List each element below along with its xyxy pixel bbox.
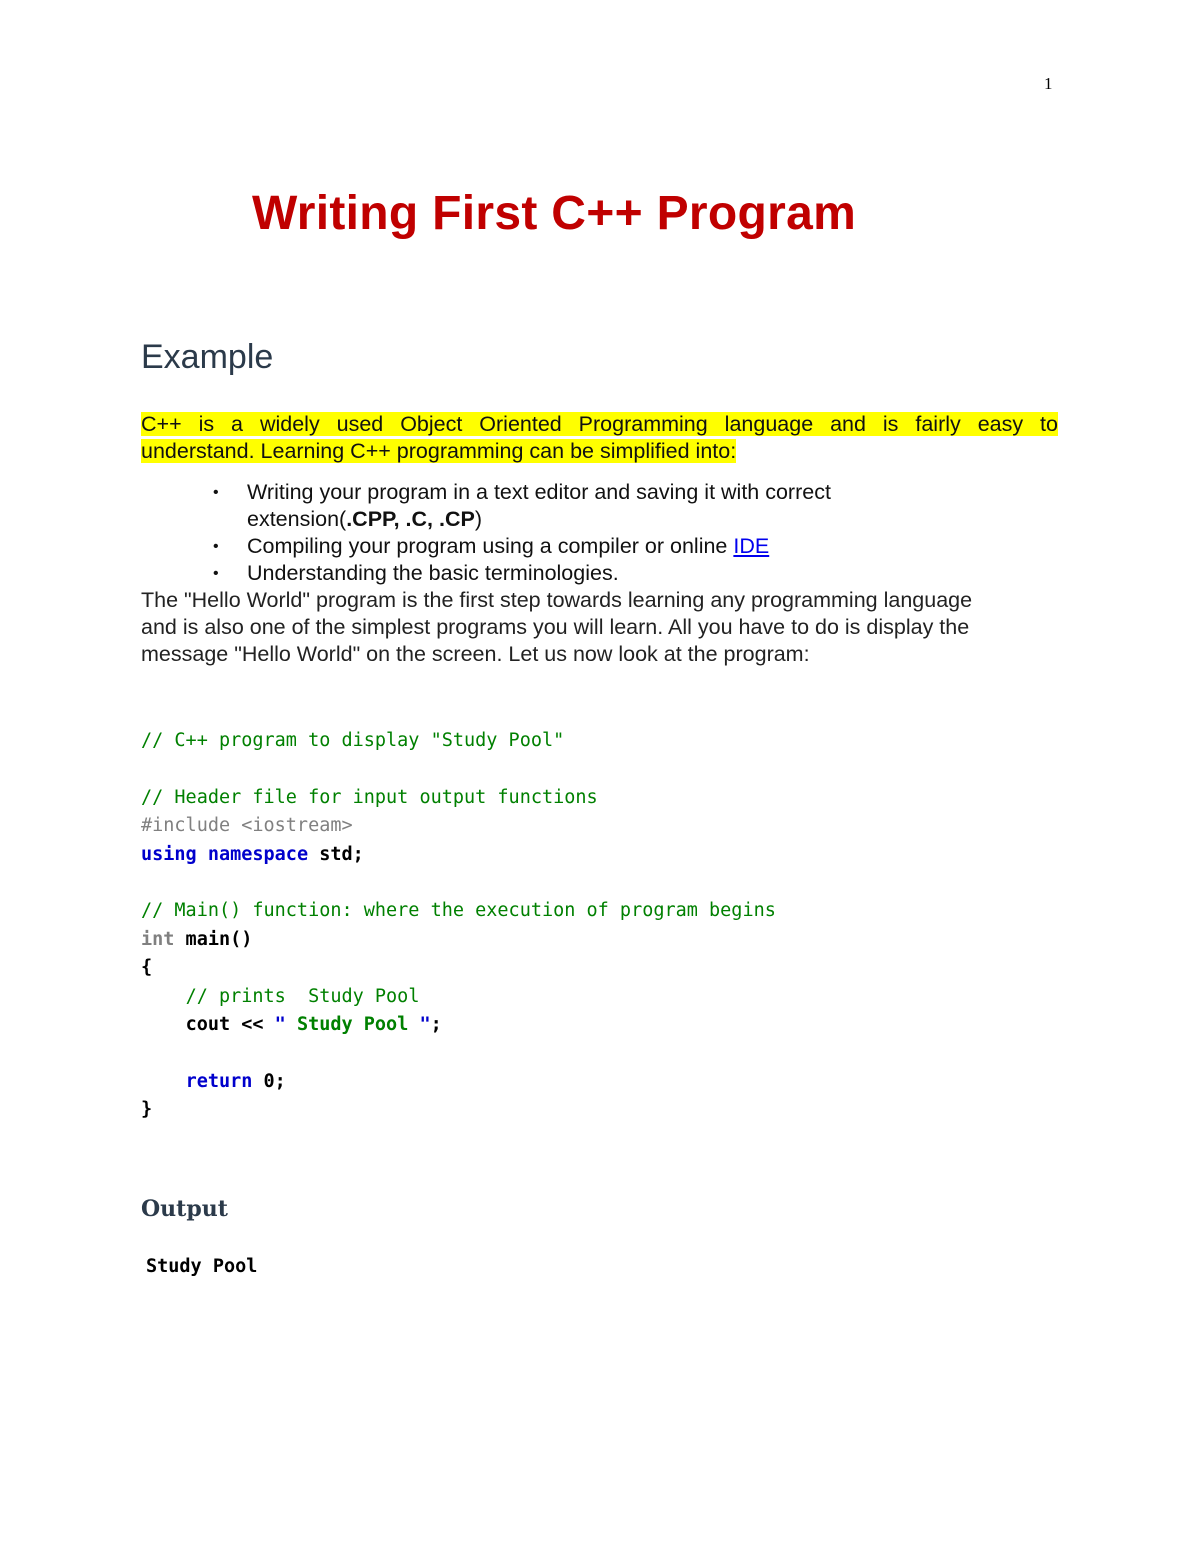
code-quote-close: " <box>419 1014 431 1036</box>
list-item <box>141 479 1058 533</box>
list-item <box>141 560 1058 587</box>
section-heading: Example <box>141 338 274 376</box>
code-comment: // prints Study Pool <box>185 985 420 1007</box>
code-semicolon: ; <box>430 1014 442 1036</box>
code-keyword-return: return <box>185 1070 253 1092</box>
bullet-list <box>141 479 1058 587</box>
page-number: 1 <box>1044 74 1053 93</box>
output-text: Study Pool <box>146 1256 258 1277</box>
code-string: Study Pool <box>285 1014 420 1036</box>
code-block <box>141 727 776 1125</box>
list-item <box>141 533 1058 560</box>
code-close-brace: } <box>141 1099 153 1121</box>
bullet-1-line-1: Writing your program in a text editor and saving it with correct <box>247 480 831 504</box>
code-keyword-int: int <box>141 928 175 950</box>
hello-world-paragraph <box>141 587 1058 668</box>
bullet-2-text: Compiling your program using a compiler or online <box>247 534 734 558</box>
bullet-icon: • <box>213 565 219 582</box>
paragraph-line-1: The "Hello World" program is the first step towards learning any programming language <box>141 588 973 612</box>
code-return-value: 0; <box>252 1070 286 1092</box>
paragraph-line-3: message "Hello World" on the screen. Let us now look at the program: <box>141 642 810 666</box>
code-comment: // C++ program to display "Study Pool" <box>141 730 565 751</box>
code-comment: // Header file for input output functions <box>141 786 598 808</box>
intro-paragraph <box>141 411 1058 465</box>
code-using-rest: std; <box>308 843 364 865</box>
intro-line-1: C++ is a widely used Object Oriented Programming language and is fairly easy to <box>141 412 1058 436</box>
code-comment: // Main() function: where the execution of program begins <box>141 900 776 922</box>
extensions-text: .CPP, .C, .CP <box>346 507 475 531</box>
code-keyword-using: using <box>141 843 197 865</box>
output-heading: Output <box>141 1196 228 1222</box>
bullet-icon: • <box>213 538 219 555</box>
bullet-icon: • <box>213 484 219 501</box>
bullet-1-line-2-suffix: ) <box>474 507 483 531</box>
code-include: #include <iostream> <box>141 815 353 837</box>
code-keyword-namespace: namespace <box>207 843 309 865</box>
code-cout: cout << <box>185 1014 275 1036</box>
bullet-3-text: Understanding the basic terminologies. <box>247 561 619 585</box>
intro-line-2: understand. Learning C++ programming can be simplified into: <box>141 439 737 463</box>
code-open-brace: { <box>141 957 153 979</box>
code-quote-open: " <box>274 1014 286 1036</box>
bullet-1-line-2-prefix: extension( <box>247 507 347 531</box>
document-title: Writing First C++ Program <box>252 187 857 240</box>
code-main-signature: main() <box>174 928 253 950</box>
paragraph-line-2: and is also one of the simplest programs you will learn. All you have to do is display the <box>141 615 970 639</box>
ide-link[interactable]: IDE <box>733 534 770 558</box>
